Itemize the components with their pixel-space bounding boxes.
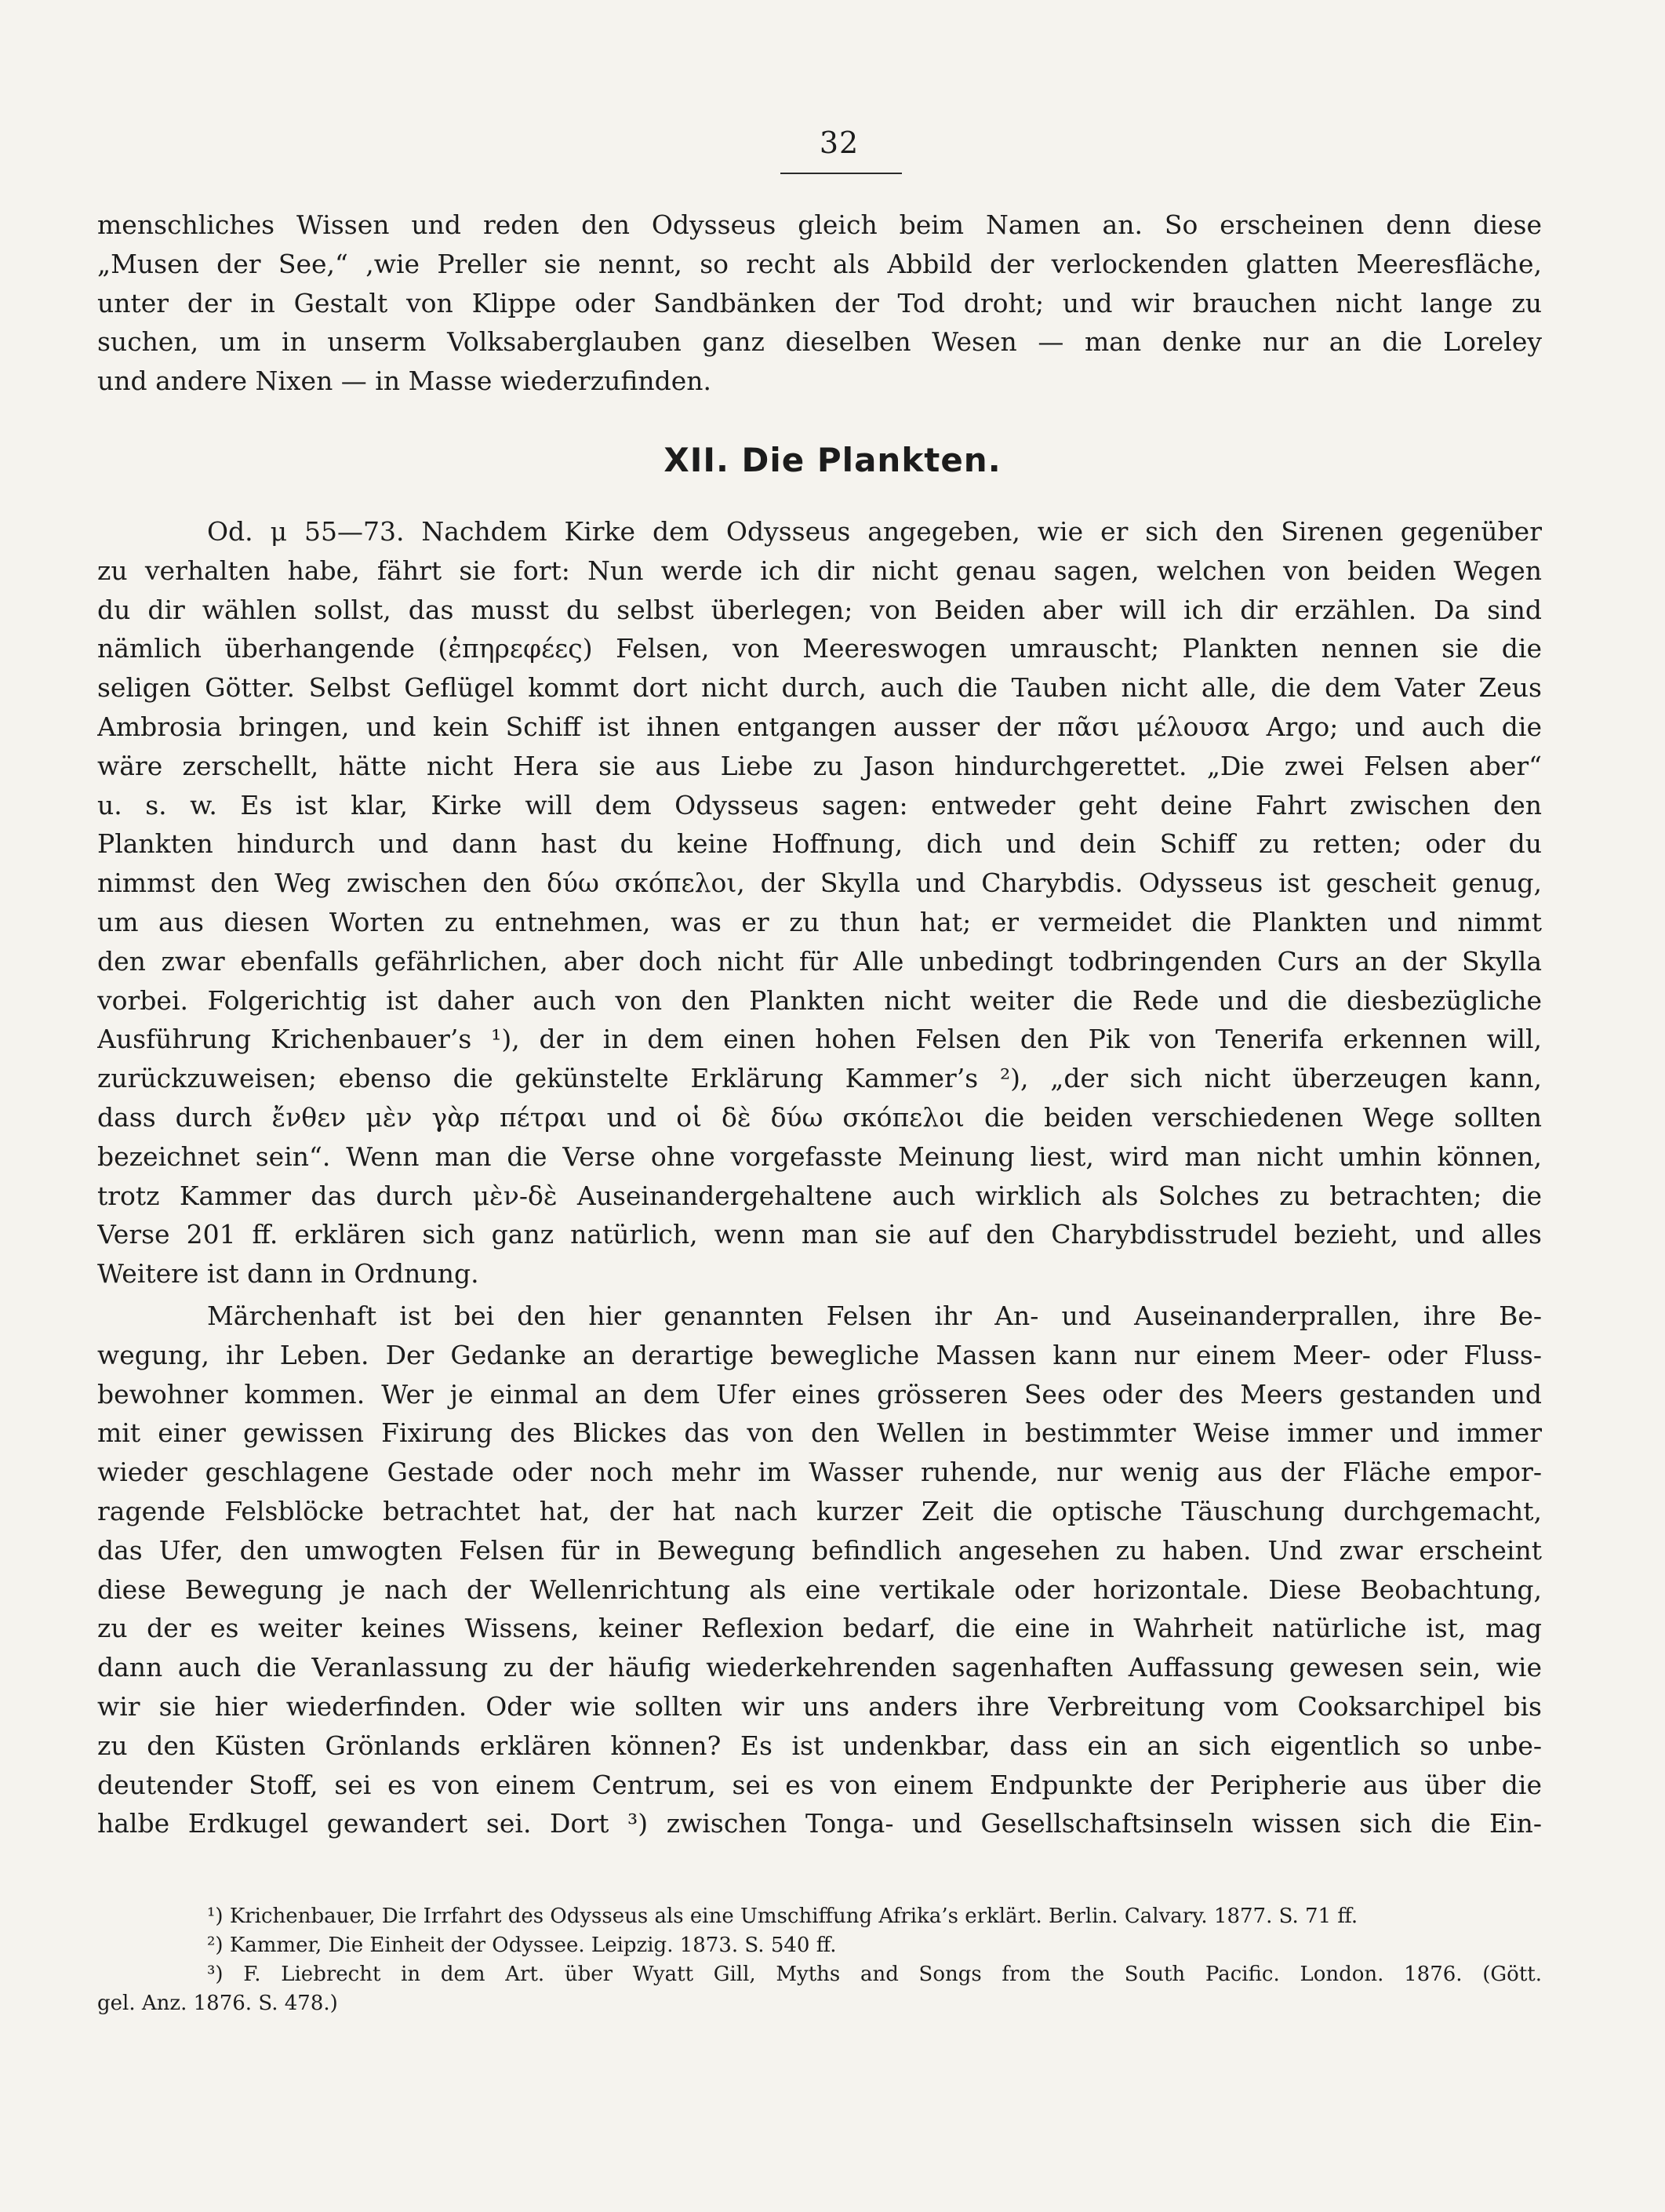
- text-line: das Ufer, den umwogten Felsen für in Bewegung befindlich angesehen zu haben. Und zwar erscheint: [97, 1534, 1542, 1566]
- text-line: bewohner kommen. Wer je einmal an dem Ufer eines grösseren Sees oder des Meers gestanden und: [97, 1378, 1542, 1410]
- footnote-continuation: gel. Anz. 1876. S. 478.): [97, 1992, 338, 2015]
- text-line: ragende Felsblöcke betrachtet hat, der hat nach kurzer Zeit die optische Täuschung durchgemacht,: [97, 1495, 1542, 1526]
- paragraph-maerchenhaft: [97, 1297, 1542, 1843]
- text-line: halbe Erdkugel gewandert sei. Dort ³) zwischen Tonga- und Gesellschaftsinseln wissen sich die Ein-: [97, 1808, 1542, 1839]
- section-heading: XII. Die Plankten.: [663, 441, 1002, 479]
- text-line: dass durch ἔνθεν μὲν γὰρ πέτραι und οἱ δὲ δύω σκόπελοι die beiden verschiedenen Wege sollten: [97, 1101, 1542, 1133]
- text-line: u. s. w. Es ist klar, Kirke will dem Odysseus sagen: entweder geht deine Fahrt zwischen den: [97, 789, 1542, 820]
- text-line: wäre zerschellt, hätte nicht Hera sie aus Liebe zu Jason hindurchgerettet. „Die zwei Felsen aber“: [97, 750, 1542, 781]
- paragraph-plankten: [97, 512, 1542, 1293]
- footnote: ¹) Krichenbauer, Die Irrfahrt des Odysseus als eine Umschiffung Afrika’s erklärt. Berlin. Calvary. 1877. S. 71 ff.: [207, 1905, 1358, 1928]
- text-line: dann auch die Veranlassung zu der häufig wiederkehrenden sagenhaften Auffassung gewesen sein, wie: [97, 1652, 1542, 1683]
- text-line: unter der in Gestalt von Klippe oder Sandbänken der Tod droht; und wir brauchen nicht lange zu: [97, 287, 1542, 318]
- text-line: Ausführung Krichenbauer’s ¹), der in dem einen hohen Felsen den Pik von Tenerifa erkennen will,: [97, 1024, 1542, 1055]
- page-number-rule: [780, 173, 902, 174]
- text-line: zu den Küsten Grönlands erklären können? Es ist undenkbar, dass ein an sich eigentlich so unbe-: [97, 1730, 1542, 1761]
- text-line: Weitere ist dann in Ordnung.: [97, 1258, 479, 1290]
- text-line: den zwar ebenfalls gefährlichen, aber doch nicht für Alle unbedingt todbringenden Curs an der Skylla: [97, 945, 1542, 977]
- text-line: Plankten hindurch und dann hast du keine Hoffnung, dich und dein Schiff zu retten; oder du: [97, 828, 1542, 860]
- text-line: diese Bewegung je nach der Wellenrichtung als eine vertikale oder horizontale. Diese Beobachtung,: [97, 1574, 1542, 1605]
- text-line: zu verhalten habe, fährt sie fort: Nun werde ich dir nicht genau sagen, welchen von beiden Wegen: [97, 555, 1542, 586]
- text-line: vorbei. Folgerichtig ist daher auch von den Plankten nicht weiter die Rede und die diesbezügliche: [97, 984, 1542, 1016]
- text-line: Od. μ 55—73. Nachdem Kirke dem Odysseus angegeben, wie er sich den Sirenen gegenüber: [207, 516, 1542, 547]
- text-line: trotz Kammer das durch μὲν-δὲ Auseinandergehaltene auch wirklich als Solches zu betrachten; die: [97, 1180, 1542, 1211]
- text-line: mit einer gewissen Fixirung des Blickes das von den Wellen in bestimmter Weise immer und immer: [97, 1417, 1542, 1449]
- footnote: ³) F. Liebrecht in dem Art. über Wyatt Gill, Myths and Songs from the South Pacific. London. 1876. (Gött.: [207, 1963, 1542, 1986]
- footnote: ²) Kammer, Die Einheit der Odyssee. Leipzig. 1873. S. 540 ff.: [207, 1934, 837, 1957]
- text-line: Verse 201 ff. erklären sich ganz natürlich, wenn man sie auf den Charybdisstrudel bezieht, und alles: [97, 1219, 1542, 1250]
- text-line: zurückzuweisen; ebenso die gekünstelte Erklärung Kammer’s ²), „der sich nicht überzeugen kann,: [97, 1063, 1542, 1094]
- text-line: und andere Nixen — in Masse wiederzufinden.: [97, 366, 712, 397]
- text-line: Ambrosia bringen, und kein Schiff ist ihnen entgangen ausser der πᾶσι μέλουσα Argo; und auch die: [97, 711, 1542, 742]
- text-line: bezeichnet sein“. Wenn man die Verse ohne vorgefasste Meinung liest, wird man nicht umhin können,: [97, 1141, 1542, 1172]
- page-number: 32: [819, 126, 860, 160]
- text-line: wir sie hier wiederfinden. Oder wie sollten wir uns anders ihre Verbreitung vom Cooksarchipel bis: [97, 1690, 1542, 1722]
- text-line: nämlich überhangende (ἐπηρεφέες) Felsen, von Meereswogen umrauscht; Plankten nennen sie die: [97, 633, 1542, 664]
- text-line: wegung, ihr Leben. Der Gedanke an derartige bewegliche Massen kann nur einem Meer- oder Fluss-: [97, 1339, 1542, 1370]
- text-line: „Musen der See,“ ,wie Preller sie nennt, so recht als Abbild der verlockenden glatten Meeresfläche,: [97, 248, 1542, 279]
- text-line: Märchenhaft ist bei den hier genannten Felsen ihr An- und Auseinanderprallen, ihre Be-: [207, 1301, 1542, 1331]
- text-line: nimmst den Weg zwischen den δύω σκόπελοι, der Skylla und Charybdis. Odysseus ist gescheit genug,: [97, 868, 1542, 899]
- text-line: zu der es weiter keines Wissens, keiner Reflexion bedarf, die eine in Wahrheit natürliche ist, mag: [97, 1613, 1542, 1644]
- intro-text: [97, 206, 1542, 401]
- text-line: deutender Stoff, sei es von einem Centrum, sei es von einem Endpunkte der Peripherie aus über die: [97, 1769, 1542, 1800]
- text-line: um aus diesen Worten zu entnehmen, was er zu thun hat; er vermeidet die Plankten und nimmt: [97, 906, 1542, 937]
- text-line: suchen, um in unserm Volksaberglauben ganz dieselben Wesen — man denke nur an die Loreley: [97, 326, 1542, 358]
- footnotes: [97, 1902, 1542, 2018]
- text-line: du dir wählen sollst, das musst du selbst überlegen; von Beiden aber will ich dir erzählen. Da sind: [97, 594, 1542, 625]
- text-line: menschliches Wissen und reden den Odysseus gleich beim Namen an. So erscheinen denn diese: [97, 209, 1542, 240]
- text-line: wieder geschlagene Gestade oder noch mehr im Wasser ruhende, nur wenig aus der Fläche empor-: [97, 1457, 1542, 1488]
- text-line: seligen Götter. Selbst Geflügel kommt dort nicht durch, auch die Tauben nicht alle, die dem Vater Zeus: [97, 672, 1542, 704]
